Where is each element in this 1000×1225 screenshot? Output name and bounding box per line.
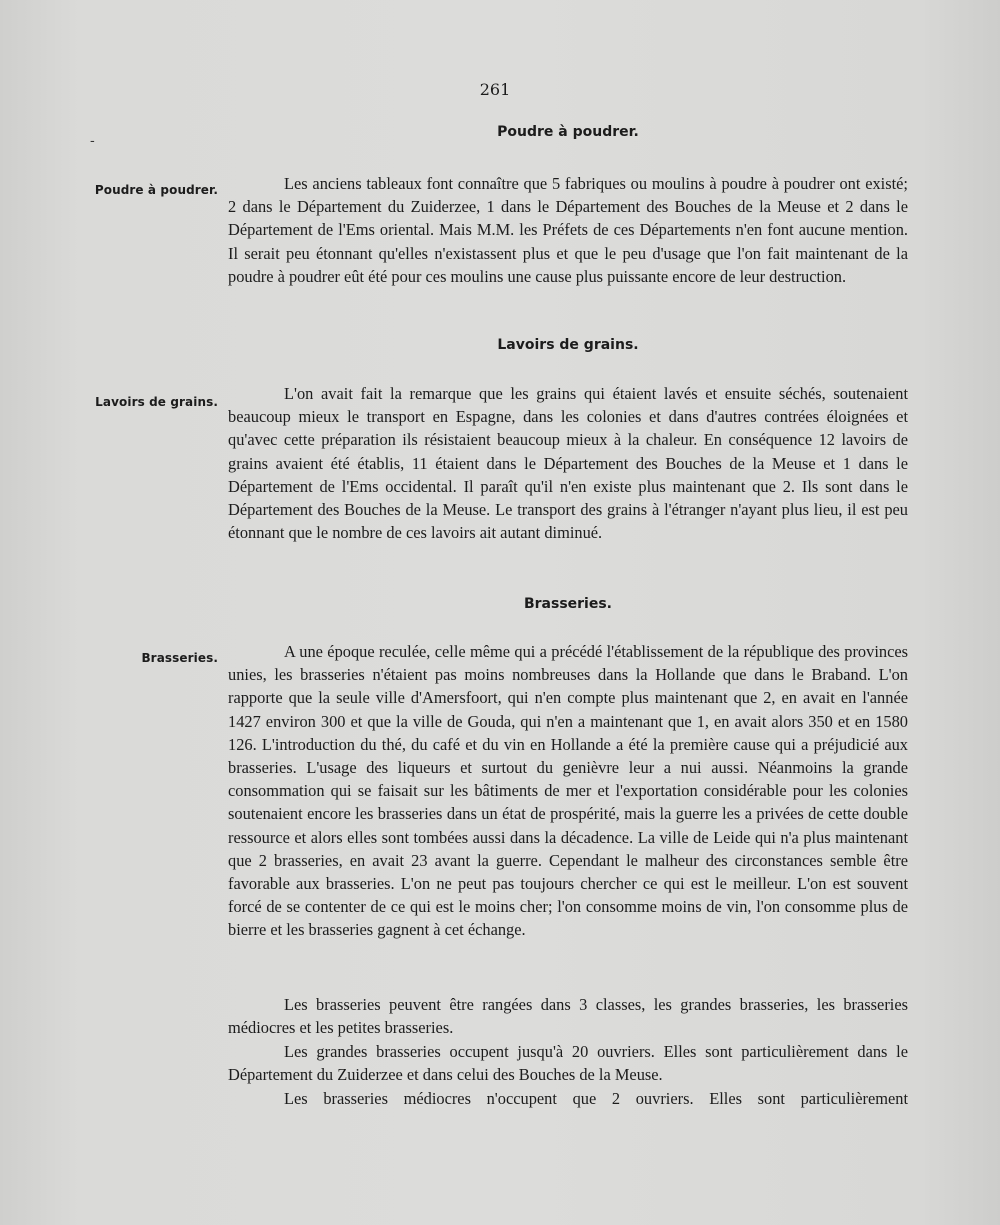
margin-note-brasseries: Brasseries. bbox=[141, 651, 218, 665]
margin-note-lavoirs: Lavoirs de grains. bbox=[95, 395, 218, 409]
paragraph-poudre: Les anciens tableaux font connaître que 5 fabriques ou moulins à poudre à poudrer ont existé; 2 dans le Département du Zuiderzee, 1 dans le Département des Bouches de la Meuse et 2 dans le Département de l'Ems oriental. Mais M.M. les Préfets de ces Départements n'en font aucune mention. Il serait peu étonnant qu'elles n'existassent plus et que le peu d'usage que l'on fait maintenant de la poudre à poudrer eût été pour ces moulins une cause plus puissante encore de leur destruction. bbox=[228, 174, 908, 286]
page-number: 261 bbox=[479, 80, 511, 99]
paragraph-brasseries-4: Les brasseries médiocres n'occupent que 2 ouvriers. Elles sont particulièrement bbox=[284, 1089, 908, 1108]
paragraph-brasseries-1: A une époque reculée, celle même qui a précédé l'établissement de la république des provinces unies, les brasseries n'étaient pas moins nombreuses dans la Hollande que dans le Braband. L'on rapporte que la seule ville d'Amersfoort, qui n'en compte plus maintenant que 2, en avait en l'année 1427 environ 300 et que la ville de Gouda, qui n'en a maintenant que 1, en avait alors 350 et en 1580 126. L'introduction du thé, du café et du vin en Hollande a été la première cause qui a préjudicié aux brasseries. L'usage des liqueurs et surtout du genièvre leur a nui aussi. Néanmoins la grande consommation qui se faisait sur les bâtiments de mer et l'exportation considérable pour les colonies soutenaient encore les brasseries dans un état de prospérité, mais la guerre les a privées de cette double ressource et alors elles sont tombées aussi dans la décadence. La ville de Leide qui n'a plus maintenant que 2 brasseries, en avait 23 avant la guerre. Cependant le malheur des circonstances semble être favorable aux brasseries. L'on ne peut pas toujours chercher ce qui est le meilleur. L'on est souvent forcé de se contenter de ce qui est le moins cher; l'on consomme moins de vin, l'on consomme plus de bierre et les brasseries gagnent à cet échange. bbox=[228, 642, 908, 940]
margin-note-poudre: Poudre à poudrer. bbox=[94, 183, 218, 197]
section-heading-lavoirs: Lavoirs de grains. bbox=[497, 337, 639, 353]
section-heading-poudre: Poudre à poudrer. bbox=[497, 124, 639, 140]
stray-mark: - bbox=[90, 133, 95, 149]
section-heading-brasseries: Brasseries. bbox=[523, 596, 613, 612]
paragraph-lavoirs: L'on avait fait la remarque que les grains qui étaient lavés et ensuite séchés, soutenaient beaucoup mieux le transport en Espagne, dans les colonies et dans d'autres contrées éloignées et qu'avec cette préparation ils résistaient beaucoup mieux à la chaleur. En conséquence 12 lavoirs de grains avaient été établis, 11 étaient dans le Département des Bouches de la Meuse et 1 dans le Département de l'Ems occidental. Il paraît qu'il n'en existe plus maintenant que 2. Ils sont dans le Département des Bouches de la Meuse. Le transport des grains à l'étranger n'ayant plus lieu, il est peu étonnant que le nombre de ces lavoirs ait autant diminué. bbox=[228, 384, 908, 543]
paragraph-brasseries-3: Les grandes brasseries occupent jusqu'à 20 ouvriers. Elles sont particulièrement dans le Département du Zuiderzee et dans celui des Bouches de la Meuse. bbox=[228, 1042, 908, 1085]
paragraph-brasseries-2: Les brasseries peuvent être rangées dans 3 classes, les grandes brasseries, les brasseries médiocres et les petites brasseries. bbox=[228, 995, 908, 1038]
